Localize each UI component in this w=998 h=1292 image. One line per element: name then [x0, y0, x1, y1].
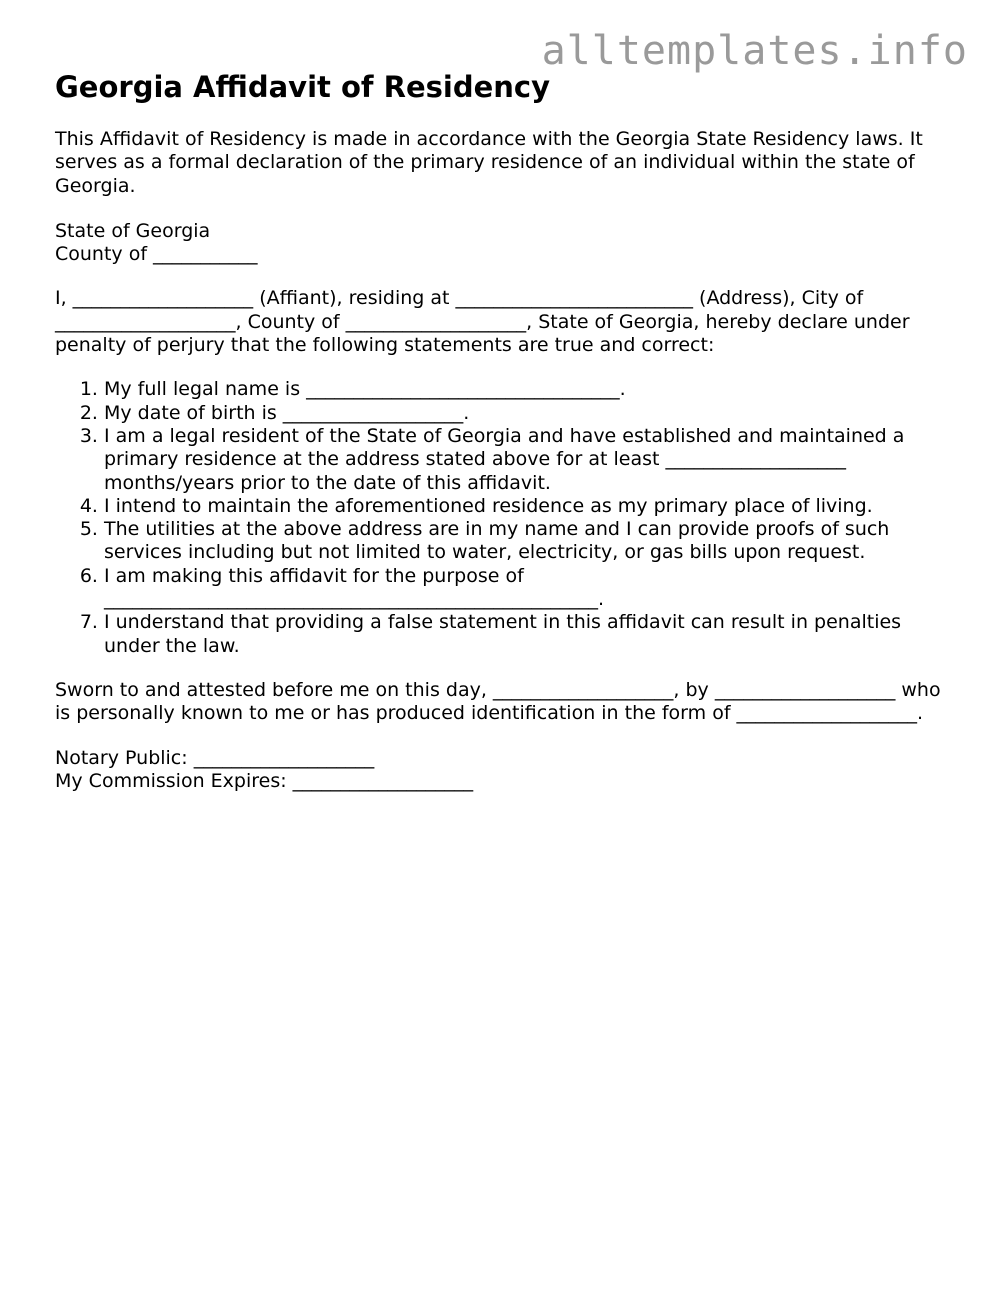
venue-block — [55, 220, 955, 267]
statement-item: 2. My date of birth is ___________________. — [104, 402, 955, 425]
notary-public-line: Notary Public: ___________________ — [55, 746, 375, 769]
document-title: Georgia Affidavit of Residency — [55, 70, 550, 104]
statements-list — [55, 378, 955, 658]
statement-item: 3. I am a legal resident of the State of Georgia and have established and maintained a primary residence at the address stated above for at least ___________________ months/years prior to the date of this affidavit. — [104, 425, 955, 495]
watermark-text: alltemplates.info — [541, 28, 968, 74]
statement-item: 5. The utilities at the above address are in my name and I can provide proofs of such services including but not limited to water, electricity, or gas bills upon request. — [104, 518, 955, 565]
document-page — [55, 68, 955, 793]
statement-item: 1. My full legal name is _________________________________. — [104, 378, 955, 401]
notary-block — [55, 747, 955, 794]
state-line: State of Georgia — [55, 219, 211, 242]
affiant-paragraph: I, ___________________ (Affiant), residing at _________________________ (Address), City of ___________________, County of ___________________, State of Georgia, hereby declare under penalty of perjury that the following statements are true and correct: — [55, 287, 910, 357]
statement-item: 7. I understand that providing a false statement in this affidavit can result in penalties under the law. — [104, 611, 955, 658]
statement-item: 6. I am making this affidavit for the purpose of ____________________________________________________. — [104, 565, 955, 612]
statement-item: 4. I intend to maintain the aforementioned residence as my primary place of living. — [104, 495, 955, 518]
sworn-paragraph: Sworn to and attested before me on this day, ___________________, by ___________________ who is personally known to me or has produced identification in the form of ___________________. — [55, 678, 941, 725]
intro-paragraph: This Affidavit of Residency is made in accordance with the Georgia State Residency laws. It serves as a formal declaration of the primary residence of an individual within the state of Georgia. — [55, 128, 923, 197]
county-line: County of ___________ — [55, 243, 258, 266]
commission-expires-line: My Commission Expires: ___________________ — [55, 769, 474, 792]
